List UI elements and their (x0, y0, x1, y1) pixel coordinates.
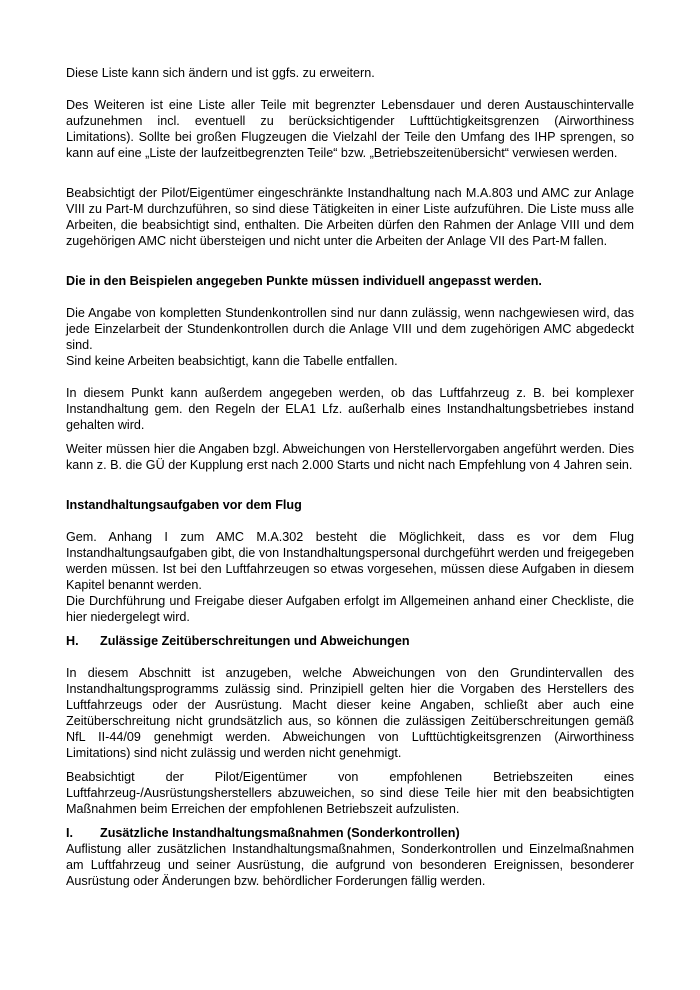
paragraph-preflight-tasks: Gem. Anhang I zum AMC M.A.302 besteht die Möglichkeit, dass es vor dem Flug Instandhaltungsaufgaben gibt, die von Instandhaltungspersonal durchgeführt werden und freigegeben werden müssen. Ist bei den Luftfahrzeugen so etwas vorgesehen, müssen diese Aufgaben in diesem Kapitel benannt werden. (66, 530, 634, 592)
section-number: H. (66, 634, 79, 648)
paragraph-special-inspections: Auflistung aller zusätzlichen Instandhaltungsmaßnahmen, Sonderkontrollen und Einzelmaßnahmen am Luftfahrzeug und seiner Ausrüstung, die aufgrund von besonderen Ereignissen, besonderer Ausrüstung oder Änderungen bzw. behördlicher Forderungen fällig werden. (66, 842, 634, 888)
paragraph-list-note: Diese Liste kann sich ändern und ist ggfs. zu erweitern. (66, 66, 375, 80)
paragraph-recommended-operating-times: Beabsichtigt der Pilot/Eigentümer von empfohlenen Betriebszeiten eines Luftfahrzeug-/Ausrüstungsherstellers abzuweichen, so sind diese Teile hier mit den beabsichtigten Maßnahmen beim Erreichen der empfohlenen Betriebszeit aufzulisten. (66, 770, 634, 816)
paragraph-ela1-maintenance: In diesem Punkt kann außerdem angegeben werden, ob das Luftfahrzeug z. B. bei komplexer Instandhaltung gem. den Regeln der ELA1 Lfz. außerhalb eines Instandhaltungsbetriebes instand gehalten wird. (66, 386, 634, 432)
section-title: Zulässige Zeitüberschreitungen und Abweichungen (100, 634, 410, 648)
section-heading-h (66, 633, 410, 649)
section-number: I. (66, 826, 73, 840)
paragraph-checklist: Die Durchführung und Freigabe dieser Aufgaben erfolgt im Allgemeinen anhand einer Checkliste, die hier niedergelegt wird. (66, 594, 634, 624)
paragraph-permitted-deviations: In diesem Abschnitt ist anzugeben, welche Abweichungen von den Grundintervallen des Instandhaltungsprogramms zulässig sind. Prinzipiell gelten hier die Vorgaben des Herstellers des Luftfahrzeugs oder der Ausrüstung. Macht dieser keine Angaben, schließt aber auch eine Zeitüberschreitung nicht grundsätzlich aus, so können die zulässigen Zeitüberschreitungen gemäß NfL II-44/09 genehmigt werden. Abweichungen von Lufttüchtigkeitsgrenzen (Airworthiness Limitations) sind nicht zulässig und werden nicht genehmigt. (66, 666, 634, 760)
heading-preflight-tasks: Instandhaltungsaufgaben vor dem Flug (66, 498, 302, 512)
paragraph-examples-note: Die in den Beispielen angegeben Punkte müssen individuell angepasst werden. (66, 274, 542, 288)
section-title: Zusätzliche Instandhaltungsmaßnahmen (Sonderkontrollen) (100, 826, 460, 840)
paragraph-limited-maintenance: Beabsichtigt der Pilot/Eigentümer eingeschränkte Instandhaltung nach M.A.803 und AMC zur Anlage VIII zu Part-M durchzuführen, so sind diese Tätigkeiten in einer Liste aufzuführen. Die Liste muss alle Arbeiten, die beabsichtigt sind, enthalten. Die Arbeiten dürfen den Rahmen der Anlage VIII und dem zugehörigen AMC nicht übersteigen und nicht unter die Arbeiten der Anlage VII des Part-M fallen. (66, 186, 634, 248)
paragraph-life-limited-parts: Des Weiteren ist eine Liste aller Teile mit begrenzter Lebensdauer und deren Austauschintervalle aufzunehmen incl. eventuell zu berücksichtigender Lufttüchtigkeitsgrenzen (Airworthiness Limitations). Sollte bei großen Flugzeugen die Vielzahl der Teile den Umfang des IHP sprengen, so kann auf eine „Liste der laufzeitbegrenzten Teile“ bzw. „Betriebszeitenübersicht“ verwiesen werden. (66, 98, 634, 160)
paragraph-hour-inspections: Die Angabe von kompletten Stundenkontrollen sind nur dann zulässig, wenn nachgewiesen wird, das jede Einzelarbeit der Stundenkontrollen durch die Anlage VIII und dem zugehörigen AMC abgedeckt sind. (66, 306, 634, 352)
paragraph-no-work-note: Sind keine Arbeiten beabsichtigt, kann die Tabelle entfallen. (66, 354, 398, 368)
paragraph-manufacturer-deviations: Weiter müssen hier die Angaben bzgl. Abweichungen von Herstellervorgaben angeführt werden. Dies kann z. B. die GÜ der Kupplung erst nach 2.000 Starts und nicht nach Empfehlung von 4 Jahren sein. (66, 442, 634, 472)
section-heading-i (66, 825, 460, 841)
